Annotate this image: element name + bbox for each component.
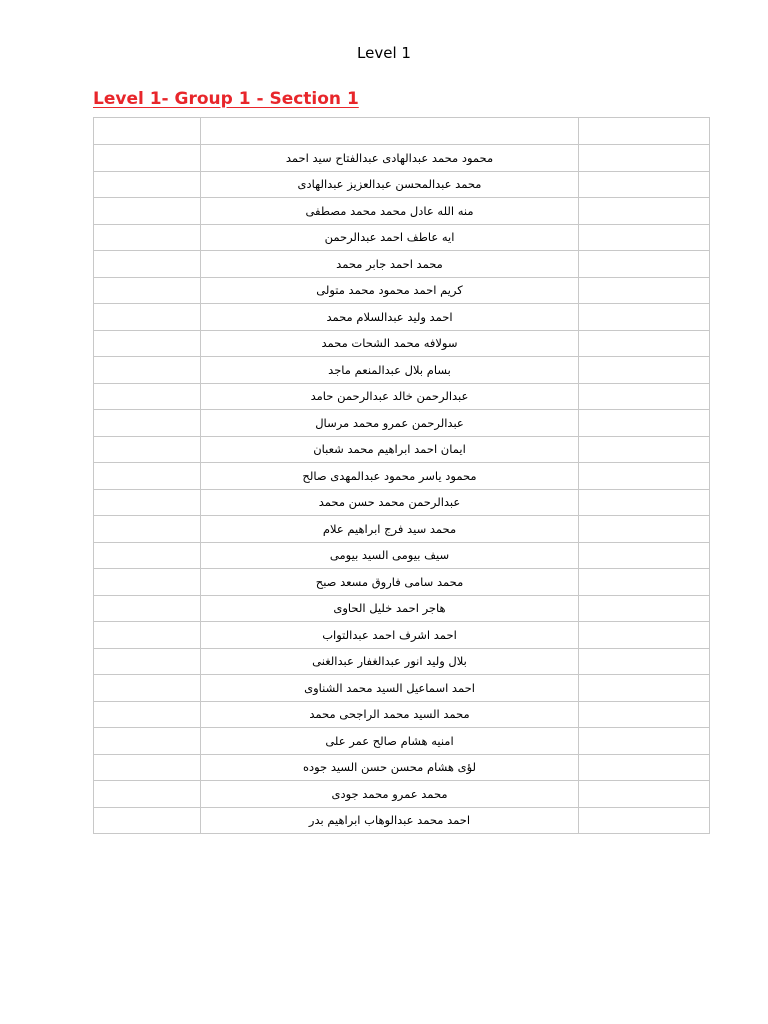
table-row (94, 357, 710, 384)
empty-cell (579, 145, 710, 172)
header-cell (94, 118, 201, 145)
empty-cell (579, 516, 710, 543)
table-row (94, 648, 710, 675)
table-row (94, 595, 710, 622)
empty-cell (94, 463, 201, 490)
empty-cell (94, 516, 201, 543)
empty-cell (579, 383, 710, 410)
empty-cell (579, 304, 710, 331)
roster-body (94, 118, 710, 834)
table-row (94, 463, 710, 490)
empty-cell (579, 251, 710, 278)
empty-cell (94, 383, 201, 410)
student-name-cell: احمد محمد عبدالوهاب ابراهيم بدر (201, 807, 579, 834)
table-row (94, 622, 710, 649)
empty-cell (579, 489, 710, 516)
empty-cell (94, 198, 201, 225)
student-name-cell: ايمان احمد ابراهيم محمد شعبان (201, 436, 579, 463)
table-row (94, 754, 710, 781)
table-row (94, 171, 710, 198)
empty-cell (94, 251, 201, 278)
table-row (94, 569, 710, 596)
student-name-cell: كريم احمد محمود محمد متولى (201, 277, 579, 304)
empty-cell (579, 754, 710, 781)
table-row (94, 807, 710, 834)
empty-cell (94, 330, 201, 357)
empty-cell (579, 463, 710, 490)
empty-cell (579, 171, 710, 198)
empty-cell (94, 701, 201, 728)
table-row (94, 410, 710, 437)
student-name-cell: محمد احمد جابر محمد (201, 251, 579, 278)
table-row (94, 781, 710, 808)
student-name-cell: عبدالرحمن محمد حسن محمد (201, 489, 579, 516)
table-row (94, 198, 710, 225)
page-header: Level 1 (357, 44, 411, 62)
empty-cell (94, 622, 201, 649)
student-name-cell: منه الله عادل محمد محمد مصطفى (201, 198, 579, 225)
table-row (94, 675, 710, 702)
empty-cell (579, 648, 710, 675)
empty-cell (579, 595, 710, 622)
empty-cell (579, 675, 710, 702)
student-name-cell: محمد السيد محمد الراجحى محمد (201, 701, 579, 728)
empty-cell (579, 728, 710, 755)
student-name-cell: محمد عمرو محمد جودى (201, 781, 579, 808)
table-row (94, 489, 710, 516)
student-name-cell: محمد عبدالمحسن عبدالعزيز عبدالهادى (201, 171, 579, 198)
header-cell (579, 118, 710, 145)
table-row (94, 542, 710, 569)
empty-cell (579, 410, 710, 437)
table-row (94, 436, 710, 463)
student-name-cell: لؤى هشام محسن حسن السيد جوده (201, 754, 579, 781)
student-name-cell: محمد سيد فرج ابراهيم علام (201, 516, 579, 543)
student-name-cell: بسام بلال عبدالمنعم ماجد (201, 357, 579, 384)
empty-cell (94, 171, 201, 198)
empty-cell (94, 357, 201, 384)
header-cell (201, 118, 579, 145)
empty-cell (94, 489, 201, 516)
student-name-cell: هاجر احمد خليل الحاوى (201, 595, 579, 622)
empty-cell (579, 357, 710, 384)
empty-cell (94, 410, 201, 437)
table-row (94, 383, 710, 410)
empty-cell (579, 781, 710, 808)
student-name-cell: محمود محمد عبدالهادى عبدالفتاح سيد احمد (201, 145, 579, 172)
student-name-cell: امنيه هشام صالح عمر على (201, 728, 579, 755)
empty-cell (579, 622, 710, 649)
student-name-cell: ايه عاطف احمد عبدالرحمن (201, 224, 579, 251)
empty-cell (94, 224, 201, 251)
table-row (94, 145, 710, 172)
empty-cell (94, 807, 201, 834)
table-header-row (94, 118, 710, 145)
empty-cell (579, 569, 710, 596)
student-name-cell: بلال وليد انور عبدالغفار عبدالغنى (201, 648, 579, 675)
empty-cell (94, 436, 201, 463)
empty-cell (579, 198, 710, 225)
table-row (94, 304, 710, 331)
empty-cell (579, 701, 710, 728)
table-row (94, 251, 710, 278)
empty-cell (579, 224, 710, 251)
empty-cell (579, 807, 710, 834)
empty-cell (94, 542, 201, 569)
student-roster-table (93, 117, 710, 834)
empty-cell (579, 330, 710, 357)
student-name-cell: احمد اسماعيل السيد محمد الشناوى (201, 675, 579, 702)
student-name-cell: عبدالرحمن عمرو محمد مرسال (201, 410, 579, 437)
empty-cell (94, 595, 201, 622)
student-name-cell: محمود ياسر محمود عبدالمهدى صالح (201, 463, 579, 490)
student-name-cell: عبدالرحمن خالد عبدالرحمن حامد (201, 383, 579, 410)
student-name-cell: سيف بيومى السيد بيومى (201, 542, 579, 569)
table-row (94, 224, 710, 251)
empty-cell (579, 542, 710, 569)
empty-cell (579, 277, 710, 304)
section-title: Level 1- Group 1 - Section 1 (93, 89, 359, 109)
empty-cell (94, 728, 201, 755)
table-row (94, 330, 710, 357)
table-row (94, 516, 710, 543)
empty-cell (94, 675, 201, 702)
empty-cell (94, 277, 201, 304)
student-name-cell: سولافه محمد الشحات محمد (201, 330, 579, 357)
student-name-cell: احمد وليد عبدالسلام محمد (201, 304, 579, 331)
empty-cell (579, 436, 710, 463)
student-name-cell: احمد اشرف احمد عبدالتواب (201, 622, 579, 649)
empty-cell (94, 754, 201, 781)
empty-cell (94, 648, 201, 675)
empty-cell (94, 569, 201, 596)
table-row (94, 728, 710, 755)
empty-cell (94, 145, 201, 172)
student-name-cell: محمد سامى فاروق مسعد صبح (201, 569, 579, 596)
empty-cell (94, 781, 201, 808)
table-row (94, 701, 710, 728)
table-row (94, 277, 710, 304)
empty-cell (94, 304, 201, 331)
